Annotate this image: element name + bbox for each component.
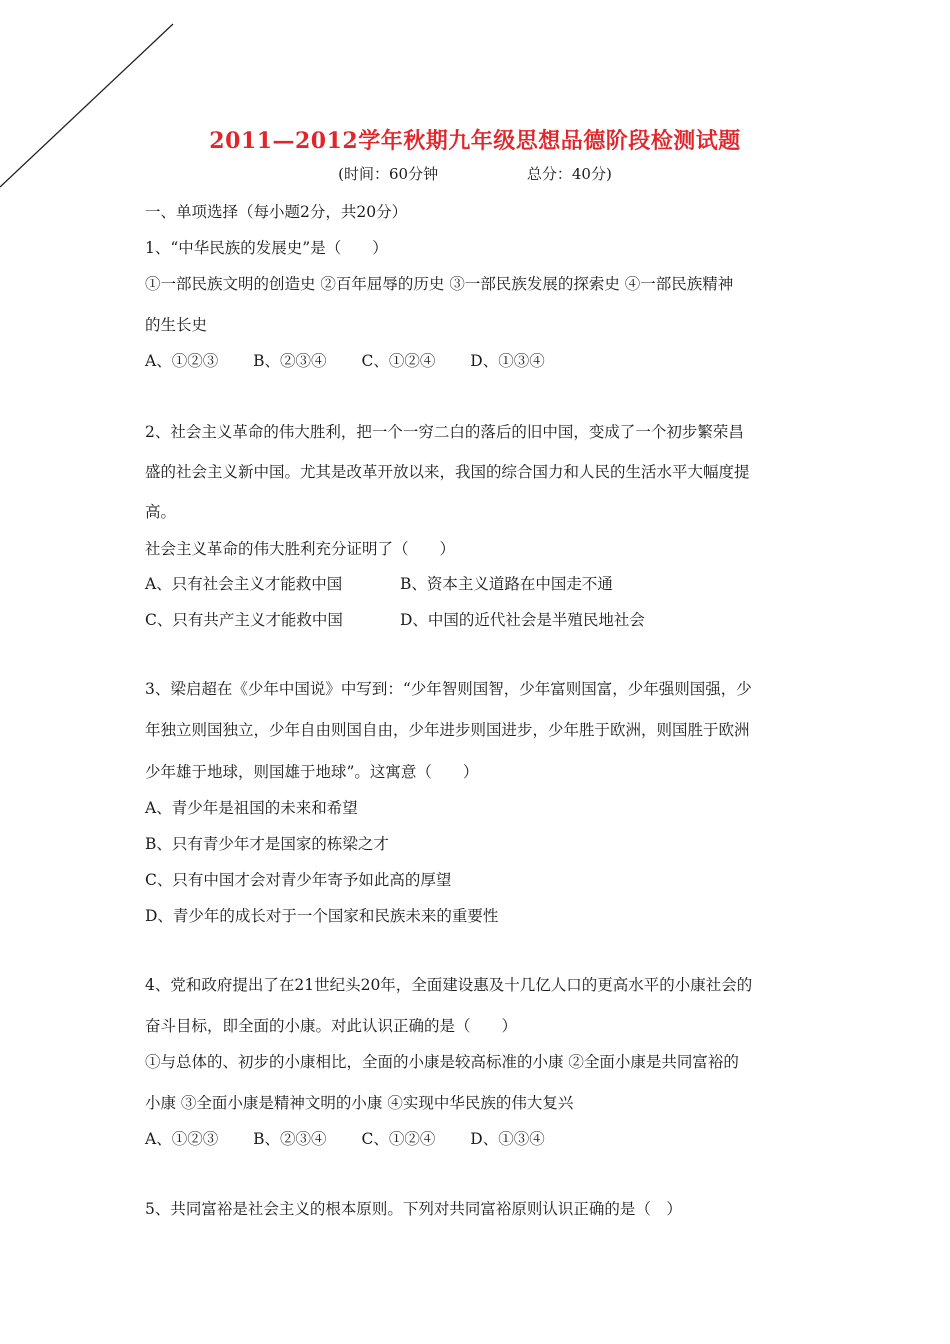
q2-line2: 盛的社会主义新中国。尤其是改革开放以来，我国的综合国力和人民的生活水平大幅度提 xyxy=(145,463,750,481)
q2-line1: 2、社会主义革命的伟大胜利，把一个一穷二白的落后的旧中国，变成了一个初步繁荣昌 xyxy=(145,423,744,441)
q2-options-row2 xyxy=(145,608,820,630)
q2-line3: 高。 xyxy=(145,503,177,521)
q2-option-c: C、只有共产主义才能救中国 xyxy=(145,611,343,629)
q3-option-d: D、青少年的成长对于一个国家和民族未来的重要性 xyxy=(145,907,499,925)
q1-option-b: B、②③④ xyxy=(253,352,327,370)
q1-stem: 1、“中华民族的发展史”是（ ） xyxy=(145,239,388,257)
q1-option-a: A、①②③ xyxy=(145,352,219,370)
q3-line2: 年独立则国独立，少年自由则国自由，少年进步则国进步，少年胜于欧洲，则国胜于欧洲 xyxy=(145,721,750,739)
q4-option-a: A、①②③ xyxy=(145,1130,219,1148)
q4-line3: ①与总体的、初步的小康相比，全面的小康是较高标准的小康 ②全面小康是共同富裕的 xyxy=(145,1053,739,1071)
q2-options-row1 xyxy=(145,572,820,594)
q2-option-d: D、中国的近代社会是半殖民地社会 xyxy=(399,611,645,629)
q2-option-b: B、资本主义道路在中国走不通 xyxy=(399,575,613,593)
q2-line4: 社会主义革命的伟大胜利充分证明了（ ） xyxy=(145,540,456,558)
q4-options xyxy=(145,1127,820,1149)
q5-stem: 5、共同富裕是社会主义的根本原则。下列对共同富裕原则认识正确的是（ ） xyxy=(145,1200,682,1218)
q3-line3: 少年雄于地球，则国雄于地球”。这寓意（ ） xyxy=(145,763,479,781)
exam-total: 总分：40分) xyxy=(526,165,612,183)
q4-option-d: D、①③④ xyxy=(470,1130,545,1148)
q4-line2: 奋斗目标，即全面的小康。对此认识正确的是（ ） xyxy=(145,1017,518,1035)
exam-title: 2011—2012学年秋期九年级思想品德阶段检测试题 xyxy=(209,128,741,154)
q4-line4: 小康 ③全面小康是精神文明的小康 ④实现中华民族的伟大复兴 xyxy=(145,1094,574,1112)
exam-subtitle xyxy=(0,163,950,184)
q4-option-b: B、②③④ xyxy=(253,1130,327,1148)
q1-items-line2: 的生长史 xyxy=(145,316,208,334)
section-heading: 一、单项选择（每小题2分，共20分） xyxy=(145,203,408,221)
q3-option-b: B、只有青少年才是国家的栋梁之才 xyxy=(145,835,389,853)
q1-option-c: C、①②④ xyxy=(361,352,436,370)
q1-items-line1: ①一部民族文明的创造史 ②百年屈辱的历史 ③一部民族发展的探索史 ④一部民族精神 xyxy=(145,275,734,293)
q1-option-d: D、①③④ xyxy=(470,352,545,370)
q4-option-c: C、①②④ xyxy=(361,1130,436,1148)
q1-options xyxy=(145,349,820,371)
q2-option-a: A、只有社会主义才能救中国 xyxy=(145,575,343,593)
q3-line1: 3、梁启超在《少年中国说》中写到：“少年智则国智，少年富则国富，少年强则国强，少 xyxy=(145,680,752,698)
q3-option-a: A、青少年是祖国的未来和希望 xyxy=(145,799,358,817)
exam-time: (时间：60分钟 xyxy=(338,165,439,183)
q4-line1: 4、党和政府提出了在21世纪头20年，全面建设惠及十几亿人口的更高水平的小康社会的 xyxy=(145,976,753,994)
q3-option-c: C、只有中国才会对青少年寄予如此高的厚望 xyxy=(145,871,452,889)
